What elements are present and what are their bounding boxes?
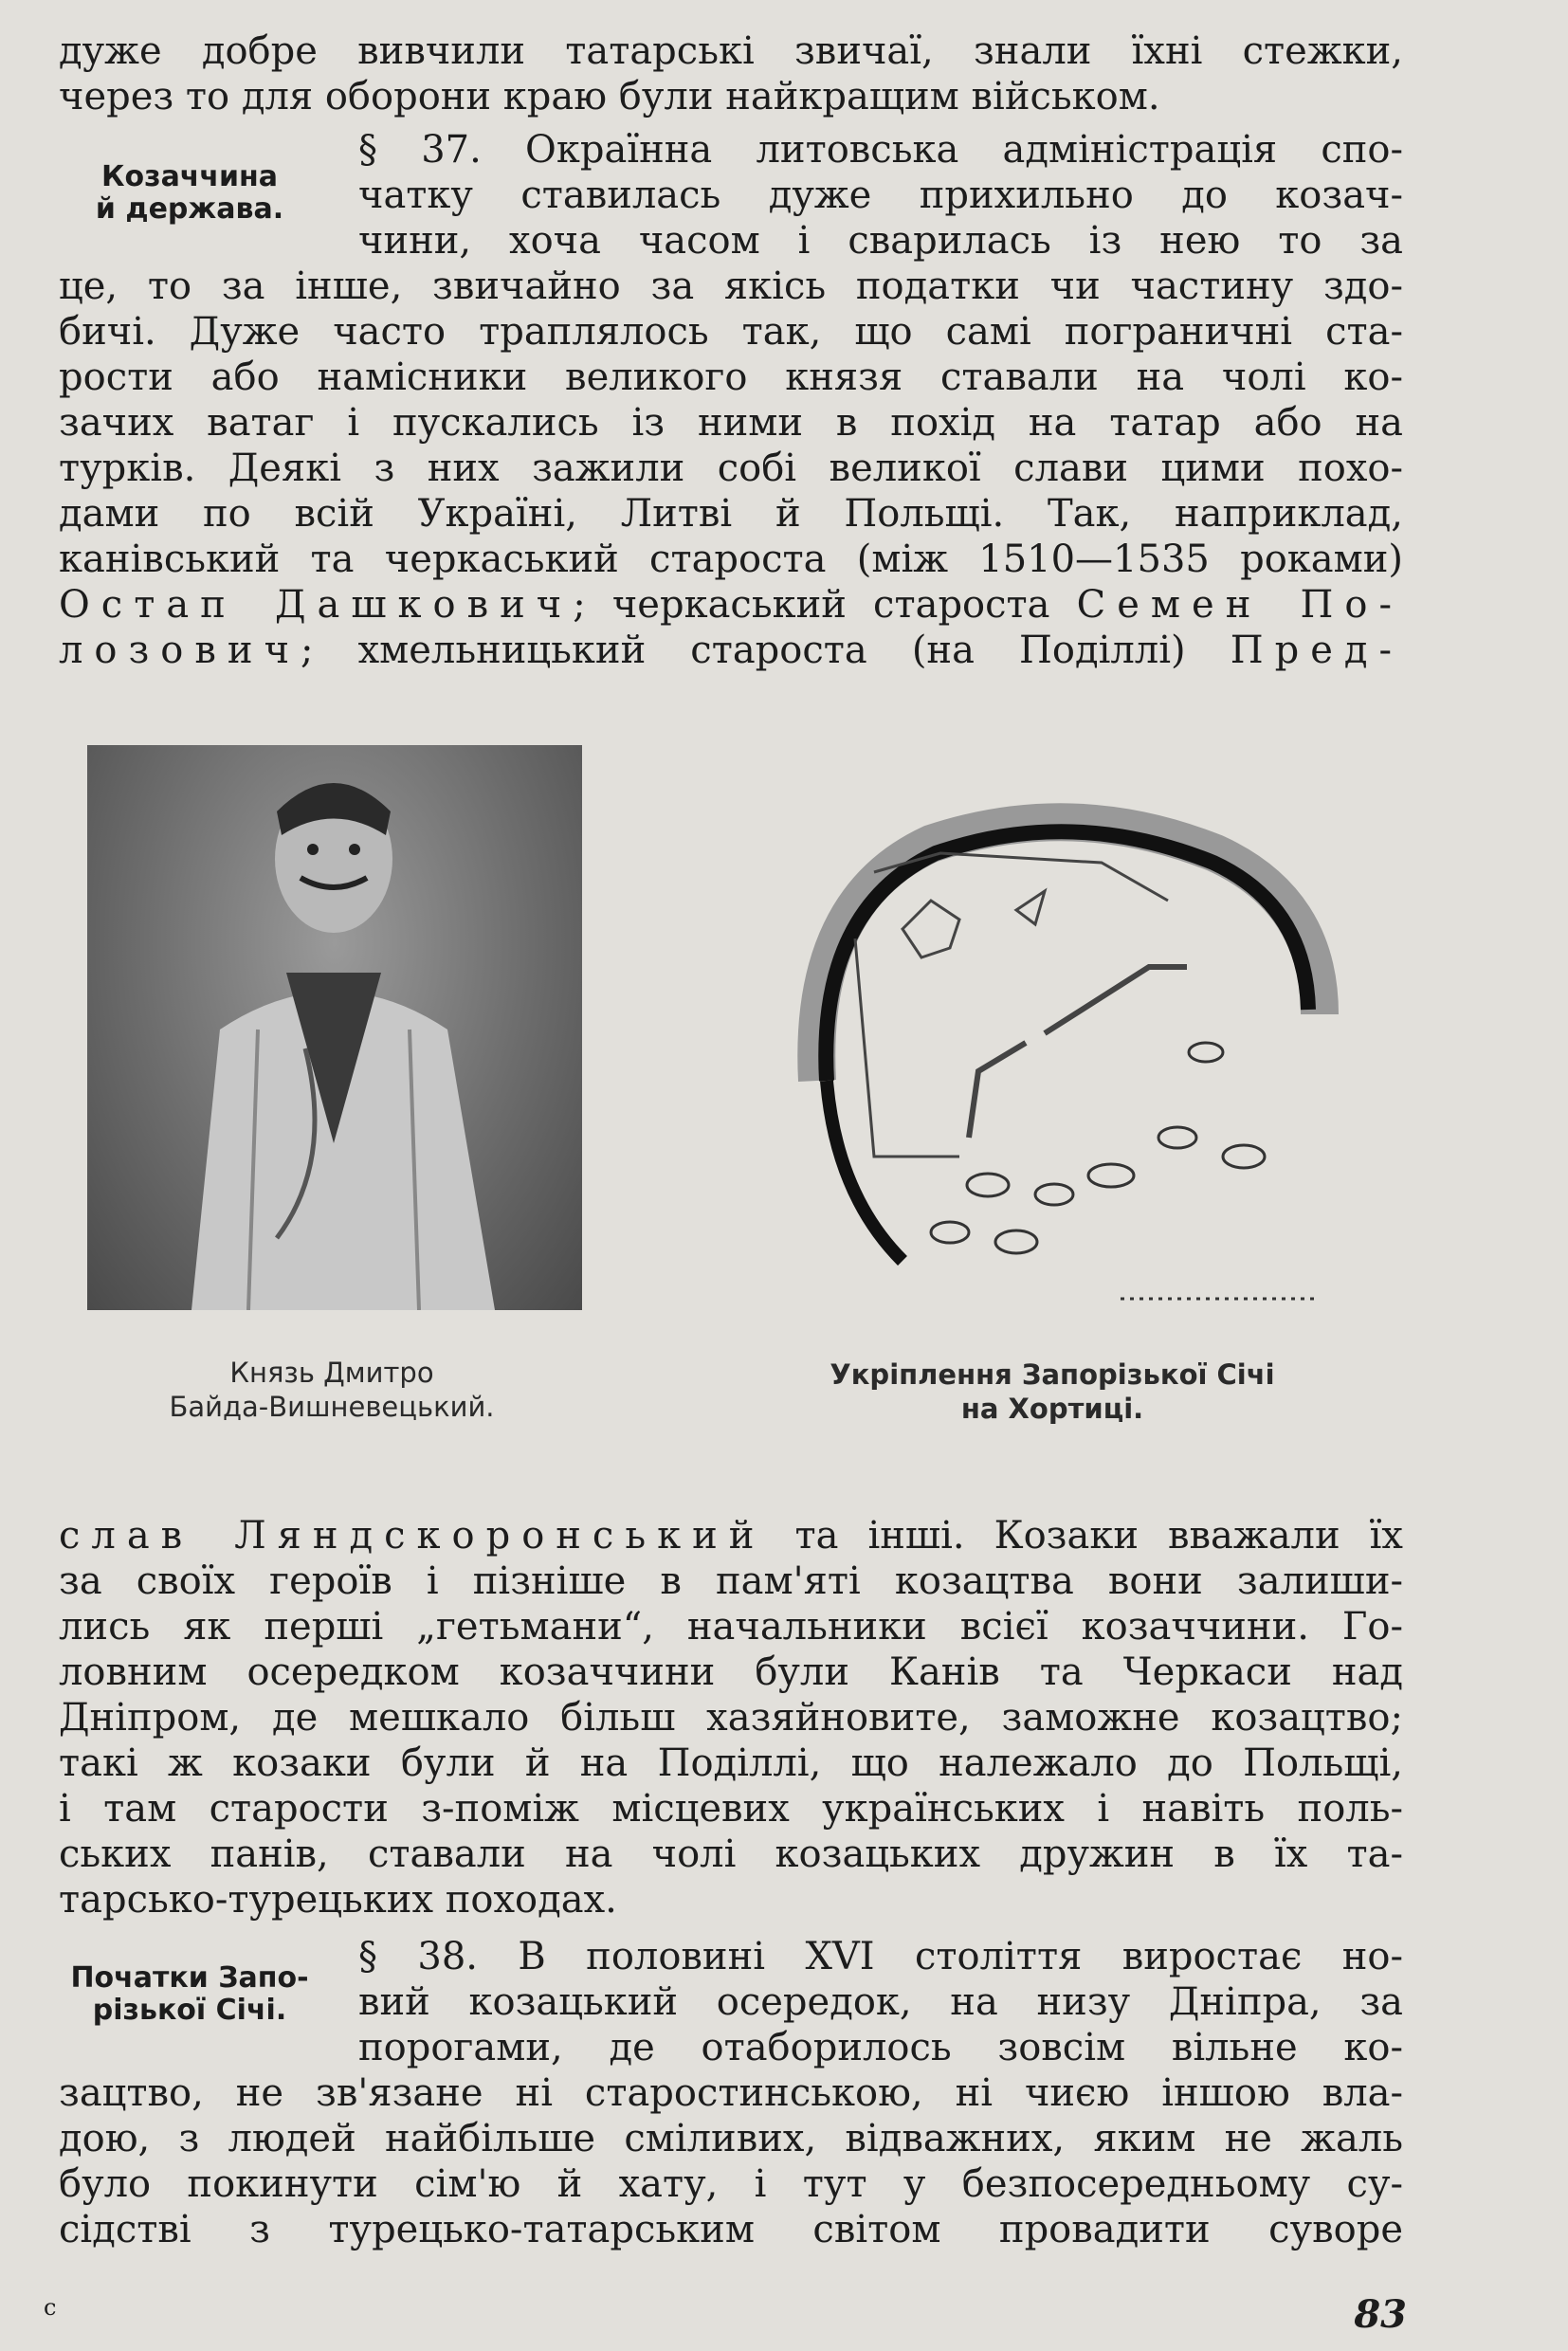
sidenote-line: Початки Запо-: [70, 1961, 309, 1995]
text-line: рости або намісники великого князя ставали на чолі ко-: [59, 355, 1403, 399]
text-line: за своїх героїв і пізніше в пам'яті козацтва вони залиши-: [59, 1559, 1403, 1603]
name-semen: Семен По-: [1076, 583, 1403, 627]
text-line: зачих ватаг і пускались із ними в похід на татар або на: [59, 401, 1403, 445]
text-line: дою, з людей найбільше сміливих, відважних, яким не жаль: [59, 2117, 1403, 2160]
text-line: ловним осередком козаччини були Канів та Черкаси над: [59, 1650, 1403, 1694]
page-number: 83: [1354, 2292, 1407, 2337]
text-line: зацтво, не зв'язане ні старостинською, ні чиєю іншою вла-: [59, 2071, 1403, 2115]
name-polozovych: лозович: [59, 629, 301, 672]
text-line: порогами, де отаборилось зовсім вільне ко-: [358, 2026, 1403, 2069]
caption-line: на Хортиці.: [960, 1393, 1144, 1425]
text-line: канівський та черкаський староста (між 1510—1535 роками): [59, 538, 1403, 581]
sidenote-kozachchyna: [57, 161, 322, 226]
signature-mark: c: [44, 2294, 57, 2321]
plan-caption: [777, 1358, 1327, 1426]
text-span: ; хмельницький староста (на Поділлі): [301, 629, 1186, 672]
text-line: турків. Деякі з них зажили собі великої слави цими похо-: [59, 447, 1403, 490]
text-span: ; черкаський староста: [573, 583, 1050, 627]
sich-plan-image: [789, 796, 1367, 1337]
sidenote-line: й держава.: [95, 192, 284, 226]
text-line: такі ж козаки були й на Поділлі, що належало до Польщі,: [59, 1741, 1403, 1785]
text-line: це, то за інше, звичайно за якісь податки чи частину здо-: [59, 264, 1403, 308]
text-line: ських панів, ставали на чолі козацьких дружин в їх та-: [59, 1832, 1403, 1876]
caption-line: Укріплення Запорізької Січі: [830, 1358, 1275, 1391]
name-pred: Пред-: [1230, 629, 1404, 672]
portrait-image: [87, 745, 582, 1310]
text-line: чини, хоча часом і сварилась із нею то за: [358, 219, 1403, 263]
portrait-drawing: [87, 745, 582, 1310]
text-line: вий козацький осередок, на низу Дніпра, за: [358, 1980, 1403, 2024]
text-line: тарсько-турецьких походах.: [59, 1878, 617, 1922]
name-dashkovych: Остап Дашкович: [59, 583, 574, 627]
caption-line: Байда-Вишневецький.: [169, 1391, 495, 1423]
text-line: було покинути сім'ю й хату, і тут у безпосередньому су-: [59, 2162, 1403, 2206]
sidenote-pochatky-sichi: [57, 1962, 322, 2027]
sidenote-line: різької Січі.: [92, 1994, 287, 2027]
text-line: [59, 628, 1403, 673]
section-37-heading: § 37. Окраїнна литовська адміністрація спо-: [358, 128, 1403, 172]
sidenote-line: Козаччина: [101, 160, 278, 193]
text-line: дуже добре вивчили татарські звичаї, знали їхні стежки,: [59, 29, 1403, 73]
text-line: Дніпром, де мешкало більш хазяйновите, заможне козацтво;: [59, 1696, 1403, 1740]
text-line: [59, 1513, 1403, 1558]
text-line: чатку ставилась дуже прихильно до козач-: [358, 173, 1403, 217]
text-line: через то для оборони краю були найкращим військом.: [59, 75, 1160, 118]
text-line: сідстві з турецько-татарським світом провадити суворе: [59, 2208, 1403, 2251]
text-line: бичі. Дуже часто траплялось так, що самі пограничні ста-: [59, 310, 1403, 354]
caption-line: Князь Дмитро: [229, 1357, 434, 1389]
text-span: та інші. Козаки вважали їх: [765, 1514, 1403, 1558]
text-line: лись як перші „гетьмани“, начальники всієї козаччини. Го-: [59, 1605, 1403, 1649]
text-line: дами по всій Україні, Литві й Польщі. Так, наприклад,: [59, 492, 1403, 536]
name-lyandskoronsky: слав Ляндскоронський: [59, 1514, 766, 1558]
text-line: і там старости з-поміж місцевих українських і навіть поль-: [59, 1787, 1403, 1831]
portrait-caption: [142, 1356, 521, 1424]
text-line: [59, 582, 1403, 628]
section-38-heading: § 38. В половині XVI століття виростає но-: [358, 1935, 1403, 1978]
